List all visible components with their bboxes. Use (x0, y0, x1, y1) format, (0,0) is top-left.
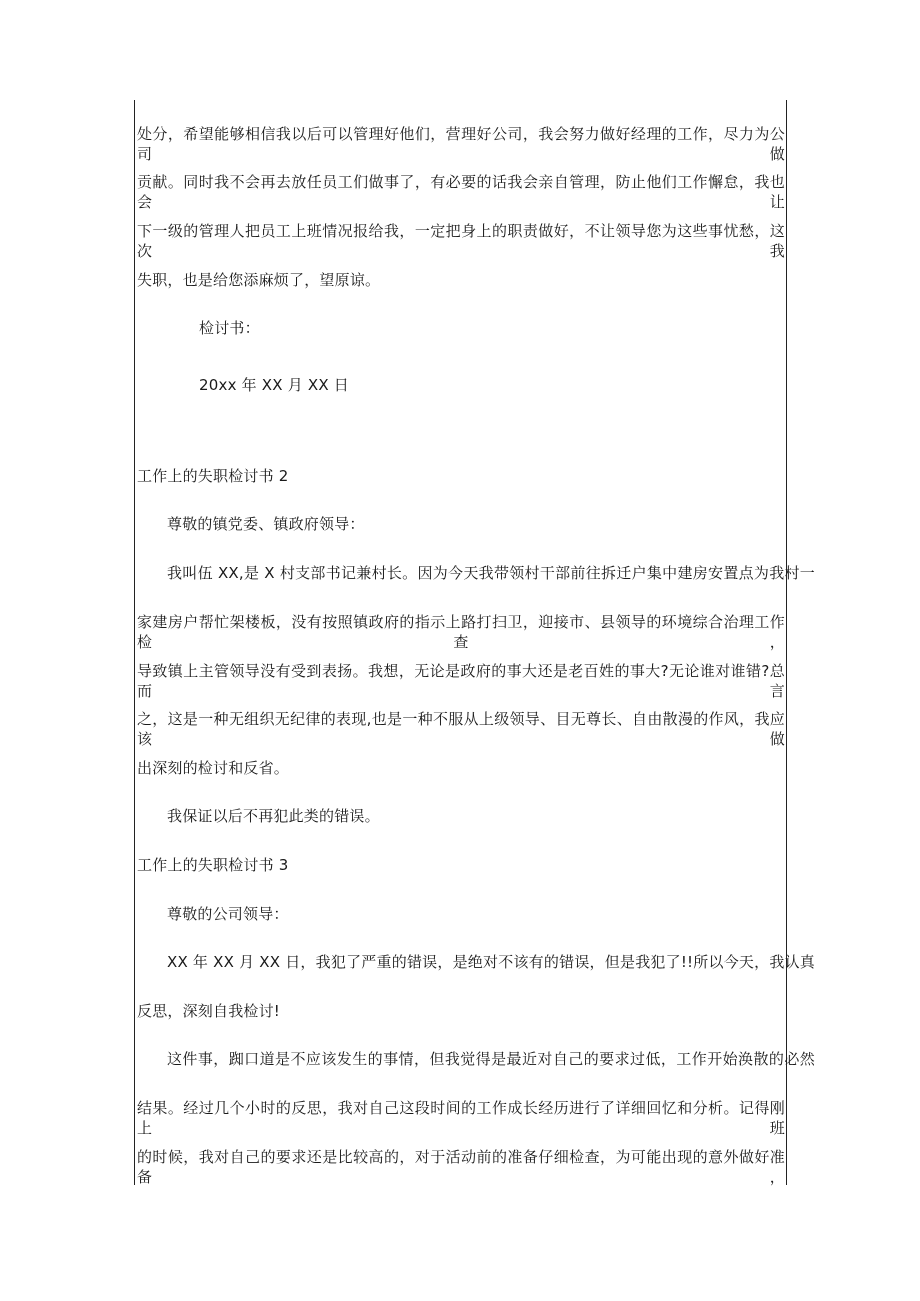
text-line: 贡献。同时我不会再去放任员工们做事了，有必要的话我会亲自管理，防止他们工作懈怠，我也会让 (137, 173, 785, 211)
signature-date: 20xx 年 XX 月 XX 日 (199, 376, 349, 394)
text-line: 下一级的管理人把员工上班情况报给我，一定把身上的职责做好，不让领导您为这些事忧愁，这次我 (137, 222, 785, 260)
left-border-line (134, 100, 135, 1185)
text-line: 出深刻的检讨和反省。 (137, 759, 290, 777)
text-line: 反思，深刻自我检讨! (137, 1002, 281, 1020)
text-line: 的时候，我对自己的要求还是比较高的，对于活动前的准备仔细检查，为可能出现的意外做好准备， (137, 1148, 785, 1186)
salutation: 尊敬的镇党委、镇政府领导： (167, 515, 365, 533)
text-line: 结果。经过几个小时的反思，我对自己这段时间的工作成长经历进行了详细回忆和分析。记得刚上班 (137, 1099, 785, 1137)
text-line: 我叫伍 XX,是 X 村支部书记兼村长。因为今天我带领村干部前往拆迁户集中建房安置点为我村一 (167, 564, 815, 582)
section-heading: 工作上的失职检讨书 3 (137, 856, 289, 874)
right-border-line (786, 100, 787, 1185)
text-line: 失职，也是给您添麻烦了，望原谅。 (137, 271, 381, 289)
text-line: 导致镇上主管领导没有受到表扬。我想，无论是政府的事大还是老百姓的事大?无论谁对谁错?总而言 (137, 662, 785, 700)
text-line: XX 年 XX 月 XX 日，我犯了严重的错误，是绝对不该有的错误，但是我犯了!!所以今天，我认真 (167, 953, 815, 971)
signature-label: 检讨书： (199, 319, 260, 337)
text-line: 处分，希望能够相信我以后可以管理好他们，营理好公司，我会努力做好经理的工作，尽力为公司做 (137, 125, 785, 163)
section-heading: 工作上的失职检讨书 2 (137, 467, 289, 485)
text-line: 我保证以后不再犯此类的错误。 (167, 807, 380, 825)
text-line: 这件事，踟口道是不应该发生的事情，但我觉得是最近对自己的要求过低，工作开始涣散的必然 (167, 1050, 815, 1068)
salutation: 尊敬的公司领导： (167, 905, 289, 923)
text-line: 之，这是一种无组织无纪律的表现,也是一种不服从上级领导、目无尊长、自由散漫的作风，我应该做 (137, 710, 785, 748)
text-line: 家建房户帮忙架楼板，没有按照镇政府的指示上路打扫卫，迎接市、县领导的环境综合治理工作检查， (137, 613, 785, 651)
